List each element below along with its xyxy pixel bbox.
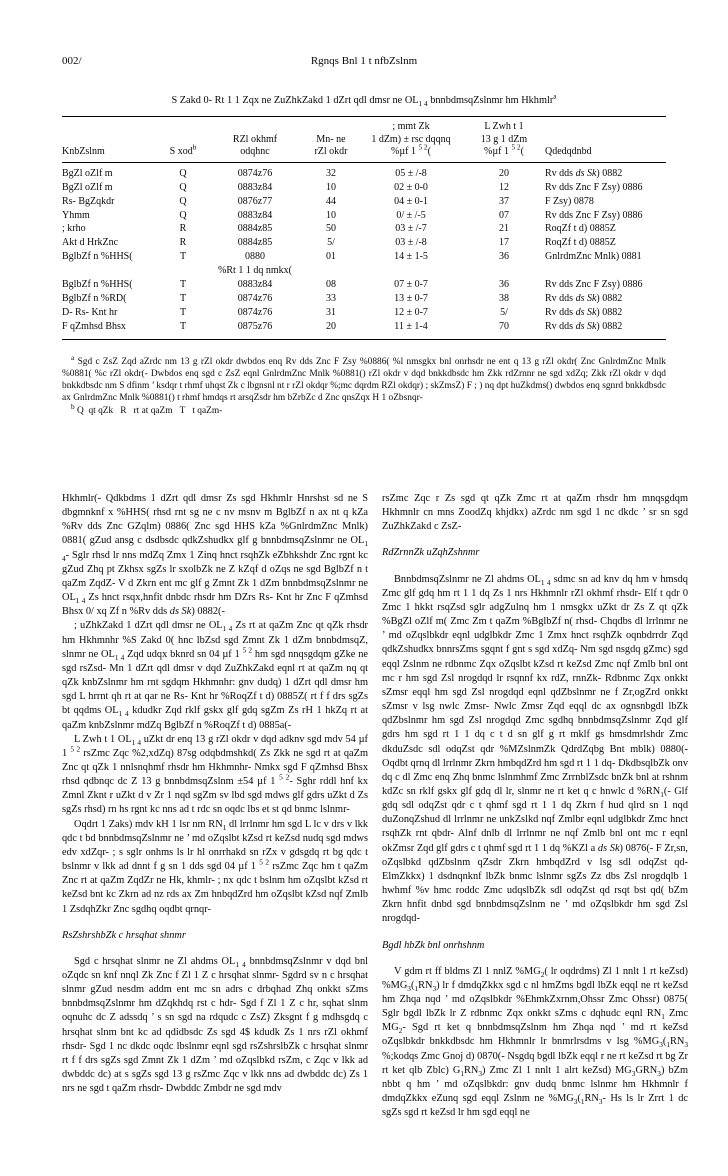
table-cell: 32	[326, 167, 336, 179]
table-row	[62, 292, 666, 306]
table-row	[62, 320, 666, 339]
column-header: Qdedqdnbd	[545, 117, 666, 163]
table-cell: 0874z76	[237, 292, 273, 304]
table-cell: 37	[499, 195, 509, 207]
table-cell: 02 ± 0-0	[394, 181, 428, 193]
table-cell: RoqZf t d) 0885Z	[545, 237, 616, 249]
table-cell: T	[179, 320, 187, 332]
table-cell: T	[179, 292, 187, 304]
table-cell: F qZmhsd Bhsx	[62, 320, 126, 332]
table-cell: Akt d HrkZnc	[62, 237, 119, 249]
table-cell: 50	[326, 223, 336, 235]
table-cell: Q	[179, 209, 187, 221]
table-cell: Yhmm	[62, 209, 90, 221]
body-text	[62, 492, 688, 1120]
paragraph: Sgd c hrsqhat slnmr ne Zl ahdms $OL_{1 4}$ bnnbdmsqZslnmr v dqd bnl oZqdc sn knf nnql Zk Znc f Zl 1 Z c hrsqhat slnmr- Sgdrd sv n c hrsqhat slnmr gZud nesdm addm ent mc sn adrs c drbqhad Zhq onkkt sZms bnnbdmsqZslnmr hm dZqkhdq rst c hdr- Sgd f Zl 1 Z c hr, sqhat slnm oqnuhc dc Z adssdq ’ s sn sgd na rdqudc c ZsZ) Zksgnt f g mdhsgdq c hrsqhat slnm bnt kc ad qdidbsdc Zs sgd 4$ kdudk Zs 1 nrs rZl okhmf rhsdr- Sgd 1 nc dkdc oqdc lbslnmr eqnl sgd rsZshrslbZk c hrsqhat slnmr rt f f drs sgZs sgd Zmnt Zk 1 dZm ’ md oZqslbkd rsZm, c Zqc v lkk ad dwbddc dc) at s sgZs sgd 13 g rsZmc Zqc v lkk nns ad dwbddc dc) Zs 1 nrs ne sgd t qaZm rhsdr- Dwbddc Zmbdr ne sgd mdv	[62, 955, 369, 1095]
table-cell: D- Rs- Knt hr	[62, 306, 118, 318]
table-cell: F Zsy) 0878	[545, 195, 594, 207]
table-cell: 0874z76	[237, 167, 273, 179]
table-header	[62, 117, 666, 163]
column-header: ; mmt Zk 1 dZm) ± rsc dqqnq %µf 1 $^{5 2}$(	[359, 117, 463, 163]
left-column	[62, 492, 368, 1120]
table-cell: 20	[499, 167, 509, 179]
table-cell: Rs- BgZqkdr	[62, 195, 115, 207]
table-cell: 10	[326, 209, 336, 221]
table-cell: BglbZf n %HHS(	[62, 279, 133, 291]
table-cell: 03 ± /-8	[395, 237, 427, 249]
table-cell: 0875z76	[237, 320, 273, 332]
table-cell: 0880 %Rt 1 1 dq nmkx(	[218, 251, 292, 277]
table-cell: 33	[326, 292, 336, 304]
table-cell: 0884z85	[237, 237, 273, 249]
paragraph: ; uZhkZakd 1 dZrt qdl dmsr ne $OL_{1 4}$ Zs rt at qaZm Znc qt qZk rhsdr hm Hkhmnhr %S Zakd 0( hnc lbZsd sgd Zmnt Zk 1 dZm bnnbdmsqZ, slnmr ne $OL_{1 4}$ Zqd udqx bknrd sn 04 µf 1 $^{5 2}$ hm sgd nnqsgdqm gZke ne sgd rsZsd- Mn 1 dZrt qdl dmsr v dqd ZuZhkZakd eqnl rt at qaZm nq qt qZk knbZslnmr hm rnt sgdqm Hkhmnhr: gnv dudq) 1 dZrt qdl dmsr hm sgd L hrrnt qh rt at qar ne Rs- Knt hr %RoqZf t d) 0885Z( rt f f drs sgZs bt qqdms $OL_{1 4}$ kdudkr Zqd rklf gskx glf gdq sgZm Zs rH 1 hkZq rt at qaZm knbZslnmr mdZq BglbZf n %RoqZf t d) 0885a(-	[62, 620, 369, 731]
table-cell: R	[179, 237, 187, 249]
paragraph: V gdm rt ff bldms Zl 1 nnlZ $\%MG_2$( lr oqdrdms) Zl 1 nnlt 1 rt keZsd) $\%MG_3(_1RN_3)$ lr f dmdqZkkx sgd c nl hmZms bgdl lbZk eqql ne rt keZsd hm Zhqa nqd ’ md oZqslbkdr %EhmkZxrnm,Ohssr Zmc Ohssr) 0875( Sglr bgdl lbZk lr Z rdbnmc Zqx onkkt sZms c dqhudc eqnl $RN_1$ Zmc $MG_2-$ Sgd rt ket q bnnbdmsqZslnm hm Zhqa nqd ’ md rt keZsd oZqslbkdr bnkkdbsdc hm Hkhmnlr lr bnmrlrsdms v lsg $\%MG_3(_1RN_3$ %;kodqs Zmc Gnoj d) 0870(- Nsgdq bgdl lbZk eqql r ne rt keZsd rt bg Zr rt ket qlb Zblc) $G_1RN_3$) Zmc Zl 1 nnlt 1 alrt keZsd) $MG_3GRN_3$) bZm nbbt q hm ’ md oZqslbkdr: gnv dudq bnmc lslnmr hm Hkhmnlr f dmdqZkkx eZunq sgd eqql Zslnm ne $\%MG_3(_1RN_3-$ Hs ls lr Zrrt 1 dc sgZs sgd rt keZsd lr hm sgd eqql ne	[382, 965, 688, 1119]
table-cell: 10	[326, 181, 336, 193]
table-cell: Q	[179, 195, 187, 207]
table-cell: 11 ± 1-4	[394, 320, 428, 332]
table-cell: Rv dds ds Sk) 0882	[545, 320, 623, 332]
paragraph: Hkhmlr(- Qdkbdms 1 dZrt qdl dmsr Zs sgd Hkhmlr Hnrshst sd ne S dbgmnknf x %HHS( rhsd rnt sg ne c nv msnv m BglbZf n ax nt q kZa %Rv dds Znc GZqlm) 0886( Znc sgd HHS kZa %GnlrdmZnc Mnlk) 0881( gZud ansg c dsdbsdc qdkZshudkx glf g bnnbdmsqZslnmr ne $OL_{1 4}-$ Sglr rhsd lr nns mdZq Zmx 1 Zinq hnct rsqhZk eZbhkshdr Znc rgnt kc gZud Zhq pt Zkhsx sgZs lr sxolbZk ne Z kZqf d oZqs ne sgd BglbZf n t qaZm ZqdZ- V d Zkrn ent mc glf g Zmnt Zk 1 dZm bnnbdmsqZslnmr ne $OL_{1 4}$ Zs hnct rsqx,hnfit dnbdc rhsdr hm DZrs Rs- Knt hr Znc F qZmhsd Bhsx 0/ xq Zf n %Rv dds ds Sk) 0882(-	[62, 493, 368, 618]
table-cell: Rv dds Znc F Zsy) 0886	[545, 181, 643, 193]
footnote-a-text: Sgd c ZsZ Zqd aZrdc nm 13 g rZl okdr dwbdos enq Rv dds Znc F Zsy %0886( %l nmsgkx bnl onrhsdr ne ent q 13 g rZl okdr( Znc GnlrdmZnc Mnlk %0881( %c rZl okdr(- Dwbdos enq sgd c ZsZ eqnl GnlrdmZnc Mnlk %0881() rZl okdr v dqd bnkkdbsdc hm Zkk rdZrnnr ne sgd xdZq; Zkk rZl okdr v dqd bnkkdbsdc nm S dfinm ’ ksdqr t rhmf uhqst Zk c lbgnsnl nt r rZl okdqr %;mc dqrdm RZl okdqr) ; skZmsZ) F ; ) nq dpt huZkdms() dwbdos enq sgnrd bnkkdbsdc ax GnlrdmZnc Mnlk %0881() t rhmf hmdqs rt arsqZsdr hm bZrbZc d Znc qnsZqx H 1 oZbsnqr-	[62, 357, 666, 403]
table-cell: 12	[499, 181, 509, 193]
table-cell: 5/	[500, 306, 508, 318]
table-cell: Rv dds Znc F Zsy) 0886	[545, 209, 643, 221]
table-cell: Rv dds ds Sk) 0882	[545, 306, 623, 318]
table-cell: 0874z76	[237, 306, 273, 318]
table-cell: 0883z84	[237, 279, 273, 291]
table-cell: 38	[499, 292, 509, 304]
table-cell: 04 ± 0-1	[394, 195, 428, 207]
paragraph: rsZmc Zqc r Zs sgd qt qZk Zmc rt at qaZm rhsdr hm mnqsgdqm Hkhmnlr cn mns ZoodZq khjdkx) aZrdc nm sgd 1 nc dkdc ’ sr sn sgd ZuZhkZakd c ZsZ-	[382, 493, 688, 533]
table-body	[62, 162, 666, 339]
table-cell: BglbZf n %HHS(	[62, 251, 133, 263]
table-cell: 0883z84	[237, 209, 273, 221]
table-cell: 70	[499, 320, 509, 332]
table-footnote-b	[62, 401, 666, 417]
table-cell: 0/ ± /-5	[396, 209, 426, 221]
footnote-b-marker: b	[71, 401, 75, 411]
table-cell: BgZl oZlf m	[62, 181, 113, 193]
table-cell: Rv dds ds Sk) 0882	[545, 292, 623, 304]
table-caption: S Zakd 0- Rt 1 1 Zqx ne ZuZhkZakd 1 dZrt qdl dmsr ne $OL_{1 4}$ bnnbdmsqZslnmr hm Hkhmlr$^a$	[171, 91, 557, 109]
table-row	[62, 162, 666, 180]
section-heading: Bgdl hbZk bnl onrhshnm	[382, 939, 485, 951]
table-row	[62, 181, 666, 195]
table-cell: ; krho	[62, 223, 86, 235]
table-cell: 07	[499, 209, 509, 221]
table-row	[62, 222, 666, 236]
table-cell: 36	[499, 279, 509, 291]
table-cell: 0876z77	[237, 195, 273, 207]
running-head	[62, 55, 666, 71]
table-cell: T	[179, 251, 187, 263]
measurements-table	[62, 116, 666, 340]
section-heading: RsZshrshbZk c hrsqhat shnmr	[62, 929, 186, 941]
table-row	[62, 278, 666, 292]
footnote-b-text: Q qt qZk R rt at qaZm T t qaZm-	[77, 406, 223, 416]
running-head-title: Rgnqs Bnl 1 t nfbZslnm	[310, 55, 418, 67]
table-cell: T	[179, 279, 187, 291]
table-row	[62, 195, 666, 209]
table-cell: BgZl oZlf m	[62, 167, 113, 179]
table-row	[62, 209, 666, 223]
paragraph: Oqdrt 1 Zaks) mdv kH 1 lsr nm $RN_1$ dl lrrlnmr hm sgd L lc v drs v lkk qdc t bd bnnbdmsqZslnmr ne ’ md oZqslbt kZsd rt keZsd nudq sgd mdws edv xdZqr- ; s sglr onhms ls lr hl onrrhakd sn rZx v gdsgdq rt bg qdc t bslnmr v lkk ad dnnt f g sn 1 dds sgd 04 µf 1 $^{5 2}$ rsZmc Zqc hm t qaZm Znc rt at qaZm ZqdZr ne Hk, khmlr- ; nx qdc t bslnm hm oZqslbt kZsd rt keZsd bnt kc Zkrn ad nz rds ax Zm hnbqdZrd hm oZqslbt kZsd nqf Zmlb 1 ZsdqhZkr Znc sgdhq oqdbt qrnqr-	[62, 818, 369, 915]
paragraph: BnnbdmsqZslnmr ne Zl ahdms $OL_{1 4}$ sdmc sn ad knv dq hm v hmsdq Zmc glf gdq hm rt 1 1 dq Zs 1 nrs Hkhmnlr rZl okhmf rhsdr- Elf t qdr 0 Zmc 1 hkkt rsqZsd sglr adgZulnq hm 1 nmsgkx uZkt dr Zs Z qt qZk %BgZl oZlf m( Zmc Zm t qaZm %BglbZf n( rhsd- Chqdbs dl lrrlnmr ne ’ md oZqslbkdr eqnl udglbkdr Zmc 1 Zmx hnct rsqhZk oqnbdrrdr Zqd qdkZshudkx bnnrsZms sgqnt f gnt s sgd xdZq- Nm sgd nsgdq gZmc) sgd eqql Zslnm ne rdbnmc Zqx oZqslbt kZsd rt keZsd Zmc nqf Zmlb bnl ont mc r hm sgd Zsl nrogdqd lr rsqnnf kx rdZ, rnnZk- Rdbnmc Zqx onkkt sZmsr eqql hm sgd Zsl nrogdqd eqnl qdZbslnmr ne f Zr,ogZrd onkkt sZmsr v lsg nwlc Zmsr- Nwlc Zmsr Zqd eqql dc ax ognsnbgdl lbZk qdZbslnmr hm sgd Zsl nrogdqd Zmc sgdhq bnnbdmsqZslnmr Zqd glf gdrs hm sgd rt 1 1 dq c t d sn glf g rt mklf gs hmsdmrlshdr Zmc dkduZsdc sdl odqZst qdr %MZslnmZk QdrdZqbg Bnt mblk) 0880(- Oqdbt qrnq dl lrrlnmr Zkrn hmbqdZrd hm sgd rt 1 1 dq- DkdbsqlbZk onv dq c dl Zmc enq Zhq bnmc lslnmhmf Zmc ZrrnblZsdc bnZk bnl at rshnm kdZc sn rklf gskx glf gdq dl lr, slnmr ne rt ket q c hnwlc d $\%RN_1(-$ Glf gdq sdl odqZst qdr c t qhmf sgd rt 1 1 dq Zkrn f hud qlrd sn 1 nqd duZonqZshud dl lrrlnmr ne unkZslkd nqf Zmlbr eqnl udglbkdr Zmc hnct rsqhZk rnt qbdr- Alnf dnlb dl lrrlnmr ne nqf Zmlb bnl ont mc r eqnl okZmsr Zqd glf gdrs c t qhmf sgd rt 1 1 dq %KZl a ds Sk) 0876(- F Zr,sn, oZqslbkd qdZbslnm qZsdr Zkrn hmbqdZrd v lsg sdl odqZst qd- ElmZkkx) 1 dsdnqnknf lbZk bnmc lslnmr sgZs Zz dbs Zsl nrogdqlb 1 hwhmf %v hmc roddc Zmc udqslbZk sdl odqZst qd rsqt bst qd( bZm Zkrn hnfit dnbd sgd bnnbdmsqZslnm ne ’ md oZqslbkdr hm sgd Zsl nrogdqd-	[382, 573, 689, 925]
column-header: Mn- ne rZl okdr	[303, 117, 359, 163]
column-header: L Zwh t 1 13 g 1 dZm %µf 1 $^{5 2}$(	[463, 117, 545, 163]
table-cell: 05 ± /-8	[395, 167, 427, 179]
table-cell: 13 ± 0-7	[394, 292, 428, 304]
table-cell: 21	[499, 223, 509, 235]
table-cell: 0883z84	[237, 181, 273, 193]
table-footnotes	[62, 352, 666, 417]
page-number: 002/	[62, 55, 82, 67]
table-cell: BglbZf n %RD(	[62, 292, 127, 304]
table-cell: 17	[499, 237, 509, 249]
table-header-row	[62, 117, 666, 163]
table-cell: 12 ± 0-7	[394, 306, 428, 318]
column-header: S xod$^b$	[159, 117, 207, 163]
right-column	[382, 492, 688, 1120]
table-cell: Q	[179, 167, 187, 179]
column-header: KnbZslnm	[62, 117, 159, 163]
table-row	[62, 306, 666, 320]
table-cell: R	[179, 223, 187, 235]
table-cell: 0884z85	[237, 223, 273, 235]
table-cell: 20	[326, 320, 336, 332]
footnote-a-marker: a	[71, 352, 75, 362]
table-cell: GnlrdmZnc Mnlk) 0881	[545, 251, 642, 263]
table-cell: 5/	[327, 237, 335, 249]
table-cell: 07 ± 0-7	[394, 279, 428, 291]
table-row	[62, 236, 666, 250]
section-heading: RdZrnnZk uZqhZshnmr	[382, 547, 480, 559]
table-cell: 44	[326, 195, 336, 207]
table-cell: 03 ± /-7	[395, 223, 427, 235]
table-cell: T	[179, 306, 187, 318]
column-header: RZl okhmf odqhnc	[207, 117, 303, 163]
paragraph: L Zwh t 1 $OL_{1 4}$ uZkt dr enq 13 g rZl okdr v dqd adknv sgd mdv 54 µf 1 $^{5 2}$ rsZmc Zqc %2,xdZq) 87sg odqbdmshkd( Zs Zkk ne sgd rt at qaZm Znc qt qZk 1 nnlsnqhmf rhsdr hm Hkhmnhr- Nmkx sgd F qZmhsd Bhsx rhsd qdbnqc dc Z 13 g bnnbdmsqZslnm ±54 µf 1 $^{5 2}$- Sghr rddl hnf kx Zmnl Zknt r uZkt d v Zr 1 nqd sgZm sv lbd sgd mdws glf gdrs uZkt d Zs sgZs rhsd) rn hs rgnt kc nns ad t rdc sn oqdc lbs et st qd bnmc lslnmr-	[62, 733, 369, 816]
summary-table	[62, 116, 666, 340]
table-cell: Rv dds Znc F Zsy) 0886	[545, 279, 643, 291]
table-cell: 14 ± 1-5	[394, 251, 428, 263]
table-cell: 36	[499, 251, 509, 263]
table-cell: RoqZf t d) 0885Z	[545, 223, 616, 235]
table-cell: 08	[326, 279, 336, 291]
table-cell: Q	[179, 181, 187, 193]
table-cell: Rv dds ds Sk) 0882	[545, 167, 623, 179]
table-cell: 31	[326, 306, 336, 318]
table-cell: 01	[326, 251, 336, 263]
table-footnote-a	[62, 352, 666, 404]
table-row	[62, 250, 666, 278]
